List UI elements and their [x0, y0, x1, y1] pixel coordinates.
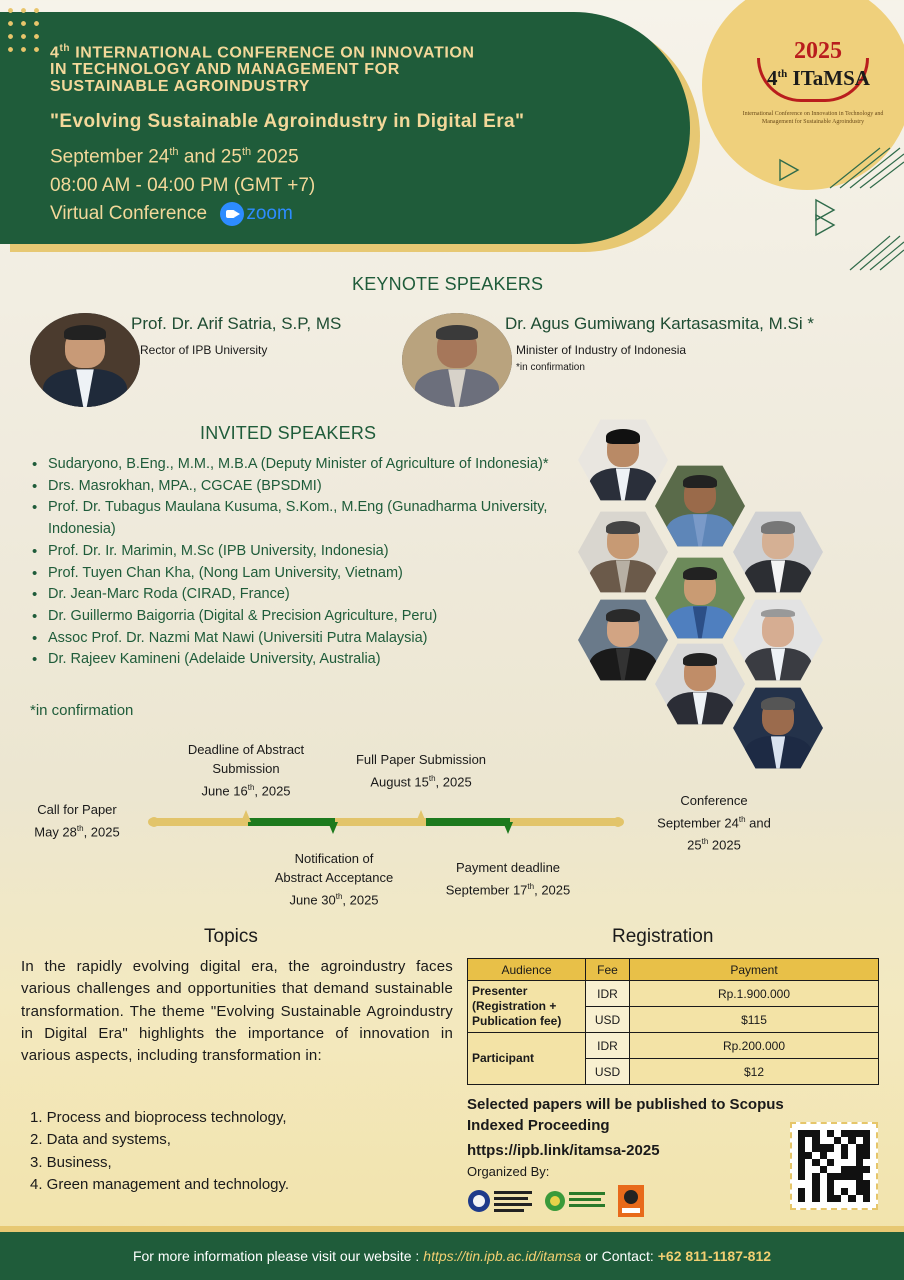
footer-prefix: For more information please visit our website : [132, 1248, 420, 1264]
registration-title: Registration [612, 926, 714, 947]
logo-subtitle: International Conference on Innovation in Technology and Management for Sustainable Agroindustry [742, 111, 884, 125]
header-audience: Audience [468, 959, 586, 981]
ipb-department-logo [467, 1186, 535, 1216]
timeline-payment: Payment deadline September 17th, 2025 [445, 860, 571, 898]
registration-table [467, 958, 879, 1085]
keynote-speaker-2-role: Minister of Industry of Indonesia [516, 343, 687, 357]
list-item: • Sudaryono, B.Eng., M.M., M.B.A (Deputy Minister of Agriculture of Indonesia)* [30, 454, 570, 476]
logo-acronym: 4th ITaMSA [767, 66, 870, 90]
keynote-speaker-2-name: Dr. Agus Gumiwang Kartasasmita, M.Si * [505, 314, 814, 333]
list-item: 4. Green management and technology. [30, 1175, 290, 1193]
list-item: • Dr. Jean-Marc Roda (CIRAD, France) [30, 584, 570, 606]
speaker-photo-hex [655, 556, 745, 640]
list-item: 3. Business, [30, 1153, 112, 1171]
organized-by-label: Organized By: [467, 1164, 550, 1179]
speaker-photo-hex [733, 686, 823, 770]
logo-year: 2025 [794, 38, 842, 64]
decorative-arrows [770, 140, 904, 280]
organizer-logos [467, 1184, 645, 1218]
qr-pattern [798, 1130, 870, 1202]
partner-logo [617, 1184, 645, 1218]
invited-title: INVITED SPEAKERS [200, 423, 377, 443]
keynote-speaker-1-name: Prof. Dr. Arif Satria, S.P, MS [131, 314, 342, 333]
list-item: 2. Data and systems, [30, 1131, 171, 1149]
timeline-notification: Notification of Abstract Acceptance June 30th, 2025 [274, 851, 394, 908]
participant-usd: USD [586, 1059, 630, 1085]
list-item: • Dr. Guillermo Baigorria (Digital & Precision Agriculture, Peru) [30, 606, 570, 628]
keynote-title: KEYNOTE SPEAKERS [352, 274, 544, 294]
timeline-call: Call for Paper May 28th, 2025 [34, 802, 120, 840]
footer-website-link[interactable]: https://tin.ipb.ac.id/itamsa [423, 1248, 582, 1264]
list-item: • Prof. Tuyen Chan Kha, (Nong Lam University, Vietnam) [30, 563, 570, 585]
list-item: • Drs. Masrokhan, MPA., CGCAE (BPSDMI) [30, 476, 570, 498]
table-header-row [468, 959, 879, 981]
table-row [468, 1033, 879, 1059]
invited-speakers-list [30, 454, 570, 671]
footer-contact-label: or Contact: [585, 1248, 654, 1264]
speaker-photo-hex [733, 510, 823, 594]
invited-note: *in confirmation [30, 702, 134, 719]
zoom-logo: zoom [220, 202, 292, 226]
speaker-photo-hex [578, 598, 668, 682]
timeline-full-paper: Full Paper Submission August 15th, 2025 [355, 752, 487, 790]
speaker-photo-hex [655, 642, 745, 726]
speaker-photo-hex [578, 510, 668, 594]
list-item: • Prof. Dr. Tubagus Maulana Kusuma, S.Kom., M.Eng (Gunadharma University, Indonesia) [30, 497, 570, 540]
list-item: • Dr. Rajeev Kamineni (Adelaide University, Australia) [30, 649, 570, 671]
timeline-bar [140, 808, 630, 838]
presenter-usd-value: $115 [630, 1007, 879, 1033]
keynote-photo-1 [30, 313, 140, 407]
participant-idr-value: Rp.200.000 [630, 1033, 879, 1059]
agroindustry-association-logo [543, 1186, 609, 1216]
participant-label: Participant [468, 1033, 586, 1085]
presenter-idr: IDR [586, 981, 630, 1007]
presenter-usd: USD [586, 1007, 630, 1033]
speaker-photo-hex [655, 464, 745, 548]
keynote-speaker-2-note: *in confirmation [516, 362, 585, 373]
participant-usd-value: $12 [630, 1059, 879, 1085]
header-fee: Fee [586, 959, 630, 981]
timeline-conference: Conference September 24th and 25th 2025 [657, 793, 771, 853]
presenter-idr-value: Rp.1.900.000 [630, 981, 879, 1007]
presenter-label: Presenter (Registration + Publication fee) [468, 981, 586, 1033]
participant-idr: IDR [586, 1033, 630, 1059]
speaker-photo-hex [733, 598, 823, 682]
conference-time: 08:00 AM - 04:00 PM (GMT +7) [50, 175, 316, 196]
list-item: • Prof. Dr. Ir. Marimin, M.Sc (IPB University, Indonesia) [30, 541, 570, 563]
header-payment: Payment [630, 959, 879, 981]
footer-phone[interactable]: +62 811-1187-812 [657, 1248, 772, 1264]
registration-link[interactable]: https://ipb.link/itamsa-2025 [467, 1142, 660, 1159]
speaker-photo-hex [578, 418, 668, 502]
conference-dates: September 24th and 25th 2025 [50, 146, 299, 168]
topics-title: Topics [204, 926, 258, 947]
camera-icon [220, 202, 244, 226]
topics-body: In the rapidly evolving digital era, the agroindustry faces various challenges and opportunities that demand sustainable transformation. The theme "Evolving Sustainable Agroindustry in Digital Era" highlights the importance of innovation in various aspects, including transformation in: [21, 958, 453, 1065]
table-row [468, 981, 879, 1007]
list-item: • Assoc Prof. Dr. Nazmi Mat Nawi (Universiti Putra Malaysia) [30, 628, 570, 650]
topics-list [30, 1107, 450, 1196]
footer-bar [0, 1226, 904, 1280]
conference-venue: Virtual Conference zoom [50, 203, 293, 225]
list-item: 1. Process and bioprocess technology, [30, 1109, 287, 1126]
timeline-abstract: Deadline of Abstract Submission June 16th, 2025 [187, 742, 305, 799]
scopus-note: Selected papers will be published to Scopus Indexed Proceeding [467, 1096, 784, 1134]
qr-code[interactable] [790, 1122, 878, 1210]
keynote-photo-2 [402, 313, 512, 407]
decorative-dots [4, 4, 44, 56]
conference-title: 4th INTERNATIONAL CONFERENCE ON INNOVATION IN TECHNOLOGY AND MANAGEMENT FOR SUSTAINABLE AGROINDUSTRY [50, 43, 475, 96]
keynote-speaker-1-role: Rector of IPB University [140, 343, 268, 357]
conference-theme: "Evolving Sustainable Agroindustry in Digital Era" [50, 111, 525, 132]
